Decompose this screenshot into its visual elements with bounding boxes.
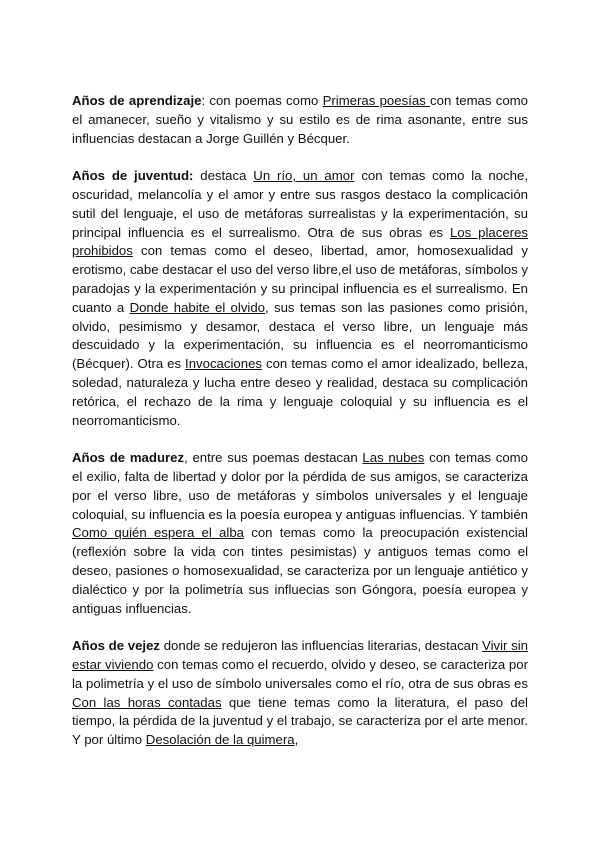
paragraph-aprendizaje <box>72 92 528 148</box>
text-segment: , sus temas son las pasiones como prisión, olvido, pesimismo y desamor, destaca el verso libre, un lenguaje más descuidado y la experimentación, su influencia es el neorromanticismo (Bécquer). Otra es <box>72 299 528 372</box>
work-title: Vivir sin estar viviendo <box>72 638 528 672</box>
heading-juventud: Años de juventud: <box>72 168 194 184</box>
work-title: Desolación de la quimera <box>145 732 295 748</box>
work-title: Un río, un amor <box>253 168 355 184</box>
text-segment: con temas como la preocupación existencial (reflexión sobre la vida con tintes pesimistas) y antiguos temas como el deseo, pasiones o homosexualidad, se caracteriza por un lenguaje antiético y dialéctico y por la polimetría sus influecias son Góngora, poesía europea y antiguas influencias. <box>72 525 528 616</box>
heading-madurez: Años de madurez <box>72 450 185 466</box>
text-segment: , entre sus poemas destacan <box>184 450 363 466</box>
work-title: Con las horas contadas <box>72 694 222 710</box>
text-segment: , <box>294 732 299 748</box>
work-title: Los placeres prohibidos <box>72 224 528 259</box>
work-title: Invocaciones <box>185 356 263 372</box>
text-segment: destaca <box>193 168 254 184</box>
work-title: Primeras poesías <box>322 93 431 108</box>
text-segment: con temas como el exilio, falta de libertad y dolor por la pérdida de sus amigos, se caracteriza por el verso libre, uso de metáforas y símbolos universales y el lenguaje coloquial, su influencia es la poesía europea y antiguas influencias. Y también <box>72 450 528 522</box>
heading-vejez: Años de vejez <box>72 638 160 654</box>
text-segment: : con poemas como <box>201 93 323 108</box>
text-segment: con temas como el deseo, libertad, amor, homosexualidad y erotismo, cabe destacar el uso del verso libre,el uso de metáforas, símbolos y paradojas y la experimentación y su principal influencia es el surrealismo. En cuanto a <box>72 243 528 315</box>
text-segment: con temas como el recuerdo, olvido y deseo, se caracteriza por la polimetría y el uso de símbolo universales como el río, otra de sus obras es <box>72 656 528 691</box>
work-title: Donde habite el olvido <box>129 299 266 315</box>
document-page <box>72 92 528 769</box>
text-segment: donde se redujeron las influencias literarias, destacan <box>160 638 483 654</box>
paragraph-juventud <box>72 167 528 430</box>
text-segment: que tiene temas como la literatura, el paso del tiempo, la pérdida de la juventud y el trabajo, se caracteriza por el arte menor. Y por último <box>72 694 528 748</box>
paragraph-vejez <box>72 637 528 750</box>
text-segment: con temas como el amanecer, sueño y vitalismo y su estilo es de rima asonante, entre sus influencias destacan a Jorge Guillén y Bécquer. <box>72 93 528 146</box>
work-title: Como quién espera el alba <box>72 525 244 541</box>
heading-aprendizaje: Años de aprendizaje <box>72 93 202 108</box>
text-segment: con temas como la noche, oscuridad, melancolía y el amor y entre sus rasgos destaco la complicación sutil del lenguaje, el uso de metáforas surrealistas y la experimentación, su principal influencia es el surrealismo. Otra de sus obras es <box>72 168 528 240</box>
work-title: Las nubes <box>362 450 425 466</box>
paragraph-madurez <box>72 449 528 618</box>
text-segment: con temas como el amor idealizado, belleza, soledad, naturaleza y lucha entre deseo y realidad, destaca su complicación retórica, el rechazo de la rima y lenguaje coloquial y su influencia es el neorromanticismo. <box>72 356 528 428</box>
